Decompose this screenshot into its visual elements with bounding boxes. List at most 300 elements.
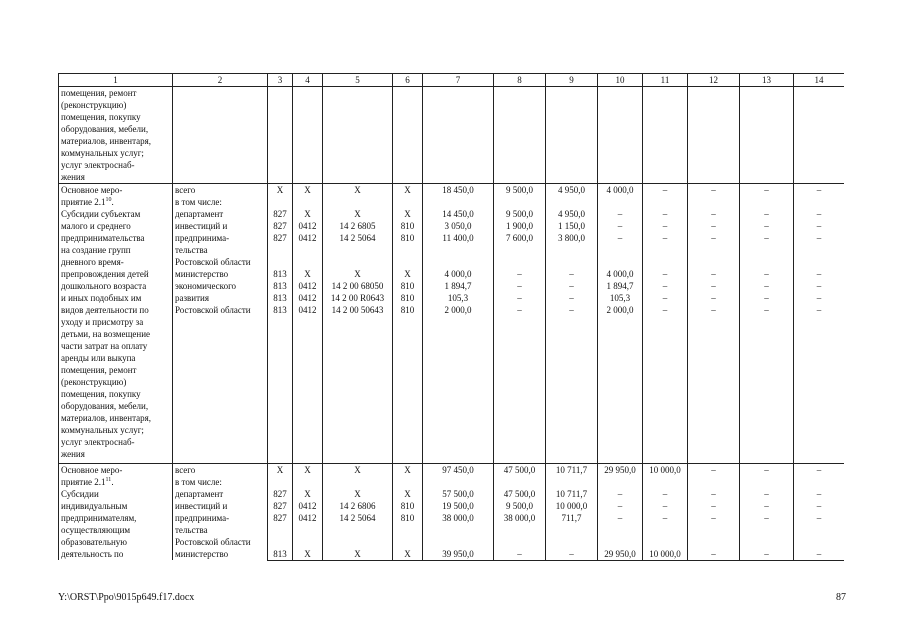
line-text: инвестиций и — [175, 501, 228, 511]
text-line — [61, 184, 170, 196]
text-line — [175, 476, 265, 488]
value-cell: – — [740, 280, 794, 292]
text-line — [61, 111, 170, 123]
text-line — [61, 220, 170, 232]
footnote-mark: 11 — [105, 477, 112, 483]
text-line — [61, 400, 170, 412]
line-text: помещения, ремонт — [61, 88, 137, 98]
value-cell: – — [740, 184, 794, 208]
value-cell: – — [643, 280, 688, 292]
value-cell: 10 000,0 — [643, 548, 688, 561]
value-cell: 4 000,0 — [598, 268, 643, 280]
empty-cell — [173, 87, 268, 184]
header-row — [59, 74, 845, 87]
value-cell: X — [393, 548, 423, 561]
text-line — [61, 424, 170, 436]
line-text: Ростовской области — [175, 257, 251, 267]
value-cell: – — [643, 232, 688, 268]
value-cell: X — [393, 488, 423, 500]
value-cell: 0412 — [293, 512, 323, 548]
value-cell: 39 950,0 — [423, 548, 494, 561]
value-cell: – — [688, 304, 740, 464]
header-cell: 4 — [293, 74, 323, 87]
value-cell: – — [740, 500, 794, 512]
text-line — [175, 244, 265, 256]
value-cell: 9 500,0 — [494, 184, 546, 208]
text-line — [61, 280, 170, 292]
value-cell: 105,3 — [423, 292, 494, 304]
value-cell: – — [740, 548, 794, 561]
text-line — [61, 87, 170, 99]
text-line — [61, 476, 170, 488]
line-text: материалов, инвентаря, — [61, 136, 152, 146]
value-cell: – — [794, 548, 845, 561]
line-text: и иных подобных им — [61, 293, 142, 303]
value-cell: 9 500,0 — [494, 208, 546, 220]
value-cell: 1 894,7 — [423, 280, 494, 292]
value-cell: 57 500,0 — [423, 488, 494, 500]
value-cell: 10 000,0 — [546, 500, 598, 512]
line-text: предпринимательства — [61, 233, 145, 243]
text-line — [175, 184, 265, 196]
line-text: дошкольного возраста — [61, 281, 147, 291]
value-cell: 14 2 00 50643 — [323, 304, 393, 464]
line-text: малого и среднего — [61, 221, 131, 231]
value-cell: – — [494, 292, 546, 304]
empty-cell — [643, 87, 688, 184]
value-cell: 38 000,0 — [494, 512, 546, 548]
value-cell: X — [323, 488, 393, 500]
header-cell: 7 — [423, 74, 494, 87]
value-cell: 97 450,0 — [423, 464, 494, 488]
text-line — [61, 244, 170, 256]
value-cell: X — [323, 548, 393, 561]
value-cell: 827 — [268, 488, 293, 500]
line-text: всего — [175, 465, 196, 475]
header-cell: 13 — [740, 74, 794, 87]
value-cell: 810 — [393, 512, 423, 548]
line-text: в том числе: — [175, 477, 222, 487]
value-cell: 19 500,0 — [423, 500, 494, 512]
value-cell: – — [494, 304, 546, 464]
value-cell: 3 800,0 — [546, 232, 598, 268]
value-cell: 810 — [393, 232, 423, 268]
budget-table-sheet — [58, 73, 844, 576]
value-cell: – — [688, 292, 740, 304]
header-cell: 5 — [323, 74, 393, 87]
value-cell: – — [794, 268, 845, 280]
value-cell: – — [740, 512, 794, 548]
value-cell: 9 500,0 — [494, 500, 546, 512]
text-line — [61, 256, 170, 268]
header-cell: 9 — [546, 74, 598, 87]
value-cell: 810 — [393, 280, 423, 292]
text-line — [175, 280, 265, 292]
value-cell: 4 950,0 — [546, 184, 598, 208]
value-cell: – — [794, 232, 845, 268]
header-cell: 6 — [393, 74, 423, 87]
text-line — [175, 220, 265, 232]
value-cell: X — [393, 464, 423, 488]
text-line — [175, 196, 265, 208]
header-cell: 10 — [598, 74, 643, 87]
text-line — [175, 304, 265, 316]
value-cell: – — [688, 268, 740, 280]
footnote-suffix: . — [111, 477, 114, 487]
line-text: предпринима- — [175, 233, 230, 243]
value-cell: 810 — [393, 500, 423, 512]
line-text: материалов, инвентаря, — [61, 413, 152, 423]
empty-cell — [293, 87, 323, 184]
text-line — [61, 536, 170, 548]
value-cell: 813 — [268, 280, 293, 292]
responsible-executor — [173, 464, 268, 561]
text-line — [175, 536, 265, 548]
footnote-mark: 10 — [105, 197, 112, 203]
line-text: экономического — [175, 281, 237, 291]
value-cell: 47 500,0 — [494, 488, 546, 500]
text-line — [61, 208, 170, 220]
line-text: в том числе: — [175, 197, 222, 207]
text-line — [61, 548, 170, 560]
value-cell: – — [740, 304, 794, 464]
value-cell: 18 450,0 — [423, 184, 494, 208]
empty-cell — [740, 87, 794, 184]
text-line — [61, 328, 170, 340]
value-cell: – — [740, 292, 794, 304]
line-text: видов деятельности по — [61, 305, 149, 315]
footnote-suffix: . — [111, 197, 114, 207]
value-cell: – — [598, 220, 643, 232]
empty-cell — [598, 87, 643, 184]
line-text: помещения, покупку — [61, 112, 141, 122]
line-text: Субсидии субъектам — [61, 209, 141, 219]
value-cell: 14 2 5064 — [323, 512, 393, 548]
line-text: детьми, на возмещение — [61, 329, 151, 339]
value-cell: 1 900,0 — [494, 220, 546, 232]
value-cell: X — [293, 548, 323, 561]
value-cell: 827 — [268, 220, 293, 232]
header-cell: 12 — [688, 74, 740, 87]
value-cell: – — [643, 220, 688, 232]
value-cell: 810 — [393, 220, 423, 232]
line-text: приятие 2.1 — [61, 477, 106, 487]
value-cell: – — [643, 500, 688, 512]
text-line — [61, 304, 170, 316]
value-cell: 827 — [268, 500, 293, 512]
line-text: департамент — [175, 489, 224, 499]
text-line — [61, 412, 170, 424]
text-line — [61, 292, 170, 304]
line-text: осуществляющим — [61, 525, 131, 535]
value-cell: 0412 — [293, 232, 323, 268]
page-number: 87 — [836, 592, 846, 603]
value-cell: – — [688, 220, 740, 232]
line-text: аренды или выкупа — [61, 353, 136, 363]
value-cell: 4 000,0 — [598, 184, 643, 208]
line-text: всего — [175, 185, 196, 195]
value-cell: 813 — [268, 268, 293, 280]
header-cell: 1 — [59, 74, 173, 87]
line-text: (реконструкцию) — [61, 100, 127, 110]
text-line — [175, 548, 265, 560]
value-cell: X — [393, 184, 423, 208]
value-cell: 4 000,0 — [423, 268, 494, 280]
line-text: предпринимателям, — [61, 513, 137, 523]
value-cell: 14 2 6806 — [323, 500, 393, 512]
header-cell: 11 — [643, 74, 688, 87]
value-cell: 1 150,0 — [546, 220, 598, 232]
value-cell: 105,3 — [598, 292, 643, 304]
value-cell: 4 950,0 — [546, 208, 598, 220]
line-text: департамент — [175, 209, 224, 219]
value-cell: – — [794, 208, 845, 220]
measure-description — [59, 464, 173, 561]
value-cell: 827 — [268, 208, 293, 220]
value-cell: 29 950,0 — [598, 548, 643, 561]
continuation-row — [59, 87, 845, 184]
value-cell: – — [494, 548, 546, 561]
value-cell: – — [643, 268, 688, 280]
text-line — [61, 99, 170, 111]
text-line — [61, 524, 170, 536]
value-cell: 10 711,7 — [546, 488, 598, 500]
line-text: части затрат на оплату — [61, 341, 148, 351]
value-cell: – — [598, 232, 643, 268]
text-line — [61, 159, 170, 171]
line-text: индивидуальным — [61, 501, 128, 511]
line-text: инвестиций и — [175, 221, 228, 231]
text-line — [61, 448, 170, 460]
text-line — [175, 524, 265, 536]
value-cell: – — [643, 488, 688, 500]
line-text: помещения, ремонт — [61, 365, 137, 375]
text-line — [61, 464, 170, 476]
value-cell: – — [598, 488, 643, 500]
value-cell: 813 — [268, 292, 293, 304]
header-cell: 2 — [173, 74, 268, 87]
line-text: услуг электроснаб- — [61, 437, 135, 447]
line-text: уходу и присмотру за — [61, 317, 144, 327]
value-cell: – — [740, 464, 794, 488]
line-text: коммунальных услуг; — [61, 148, 144, 158]
text-line — [61, 436, 170, 448]
value-cell: 0412 — [293, 220, 323, 232]
line-text: развития — [175, 293, 210, 303]
line-text: жения — [61, 449, 85, 459]
value-cell: X — [323, 184, 393, 208]
text-line — [175, 256, 265, 268]
value-cell: X — [323, 464, 393, 488]
value-cell: – — [688, 464, 740, 488]
text-line — [61, 488, 170, 500]
value-cell: 1 894,7 — [598, 280, 643, 292]
value-cell: 711,7 — [546, 512, 598, 548]
value-cell: 14 2 00 R0643 — [323, 292, 393, 304]
line-text: на создание групп — [61, 245, 131, 255]
line-text: Основное меро- — [61, 465, 123, 475]
value-cell: – — [740, 488, 794, 500]
header-cell: 8 — [494, 74, 546, 87]
measure-description — [59, 87, 173, 184]
value-cell: 38 000,0 — [423, 512, 494, 548]
empty-cell — [688, 87, 740, 184]
empty-cell — [393, 87, 423, 184]
value-cell: – — [643, 292, 688, 304]
line-text: жения — [61, 172, 85, 182]
text-line — [61, 171, 170, 183]
value-cell: – — [688, 280, 740, 292]
line-text: тельства — [175, 245, 208, 255]
text-line — [61, 232, 170, 244]
value-cell: 0412 — [293, 280, 323, 292]
line-text: препровождения детей — [61, 269, 149, 279]
empty-cell — [794, 87, 845, 184]
value-cell: 14 450,0 — [423, 208, 494, 220]
value-cell: – — [794, 280, 845, 292]
value-cell: – — [643, 184, 688, 208]
value-cell: X — [268, 184, 293, 208]
text-line — [61, 147, 170, 159]
value-cell: 10 000,0 — [643, 464, 688, 488]
value-cell: – — [494, 280, 546, 292]
value-cell: – — [740, 220, 794, 232]
line-text: оборудования, мебели, — [61, 401, 149, 411]
empty-cell — [423, 87, 494, 184]
text-line — [175, 488, 265, 500]
text-line — [175, 208, 265, 220]
value-cell: X — [293, 208, 323, 220]
value-cell: 2 000,0 — [423, 304, 494, 464]
value-cell: – — [643, 208, 688, 220]
value-cell: 2 000,0 — [598, 304, 643, 464]
value-cell: X — [293, 464, 323, 488]
line-text: предпринима- — [175, 513, 230, 523]
value-cell: X — [393, 268, 423, 280]
line-text: Ростовской области — [175, 305, 251, 315]
responsible-executor — [173, 184, 268, 464]
text-line — [175, 464, 265, 476]
value-cell: – — [546, 268, 598, 280]
data-row — [59, 184, 845, 208]
value-cell: X — [293, 488, 323, 500]
line-text: коммунальных услуг; — [61, 425, 144, 435]
line-text: министерство — [175, 269, 229, 279]
text-line — [61, 268, 170, 280]
line-text: министерство — [175, 549, 229, 559]
value-cell: X — [293, 268, 323, 280]
value-cell: 813 — [268, 304, 293, 464]
value-cell: 813 — [268, 548, 293, 561]
value-cell: 14 2 6805 — [323, 220, 393, 232]
value-cell: 29 950,0 — [598, 464, 643, 488]
value-cell: 3 050,0 — [423, 220, 494, 232]
line-text: оборудования, мебели, — [61, 124, 149, 134]
text-line — [61, 316, 170, 328]
data-row — [59, 464, 845, 488]
text-line — [61, 123, 170, 135]
text-line — [175, 500, 265, 512]
value-cell: – — [688, 548, 740, 561]
value-cell: – — [546, 548, 598, 561]
value-cell: 0412 — [293, 304, 323, 464]
value-cell: – — [794, 292, 845, 304]
empty-cell — [546, 87, 598, 184]
text-line — [61, 500, 170, 512]
header-cell: 14 — [794, 74, 845, 87]
empty-cell — [323, 87, 393, 184]
text-line — [61, 364, 170, 376]
value-cell: – — [794, 304, 845, 464]
text-line — [61, 376, 170, 388]
value-cell: – — [598, 512, 643, 548]
line-text: услуг электроснаб- — [61, 160, 135, 170]
value-cell: 14 2 00 68050 — [323, 280, 393, 292]
value-cell: – — [794, 500, 845, 512]
line-text: деятельность по — [61, 549, 124, 559]
value-cell: – — [688, 488, 740, 500]
value-cell: 827 — [268, 232, 293, 268]
line-text: Субсидии — [61, 489, 99, 499]
line-text: (реконструкцию) — [61, 377, 127, 387]
value-cell: – — [688, 208, 740, 220]
text-line — [175, 268, 265, 280]
document-path: Y:\ORST\Ppo\9015p649.f17.docx — [58, 592, 195, 603]
line-text: образовательную — [61, 537, 128, 547]
value-cell: – — [740, 208, 794, 220]
line-text: приятие 2.1 — [61, 197, 106, 207]
value-cell: – — [688, 184, 740, 208]
value-cell: – — [643, 512, 688, 548]
value-cell: – — [494, 268, 546, 280]
value-cell: – — [740, 268, 794, 280]
value-cell: 10 711,7 — [546, 464, 598, 488]
empty-cell — [494, 87, 546, 184]
text-line — [61, 196, 170, 208]
value-cell: – — [794, 220, 845, 232]
value-cell: 827 — [268, 512, 293, 548]
text-line — [61, 135, 170, 147]
value-cell: 810 — [393, 304, 423, 464]
line-text: дневного время- — [61, 257, 124, 267]
text-line — [61, 340, 170, 352]
value-cell: X — [293, 184, 323, 208]
value-cell: X — [393, 208, 423, 220]
value-cell: X — [323, 268, 393, 280]
value-cell: 7 600,0 — [494, 232, 546, 268]
value-cell: – — [546, 280, 598, 292]
value-cell: – — [598, 208, 643, 220]
value-cell: 14 2 5064 — [323, 232, 393, 268]
value-cell: X — [268, 464, 293, 488]
text-line — [61, 352, 170, 364]
value-cell: – — [643, 304, 688, 464]
line-text: тельства — [175, 525, 208, 535]
value-cell: 47 500,0 — [494, 464, 546, 488]
value-cell: 0412 — [293, 500, 323, 512]
value-cell: – — [794, 512, 845, 548]
value-cell: – — [688, 512, 740, 548]
value-cell: – — [546, 304, 598, 464]
value-cell: 0412 — [293, 292, 323, 304]
value-cell: 11 400,0 — [423, 232, 494, 268]
header-cell: 3 — [268, 74, 293, 87]
line-text: помещения, покупку — [61, 389, 141, 399]
value-cell: – — [688, 232, 740, 268]
value-cell: – — [546, 292, 598, 304]
text-line — [175, 512, 265, 524]
value-cell: – — [740, 232, 794, 268]
